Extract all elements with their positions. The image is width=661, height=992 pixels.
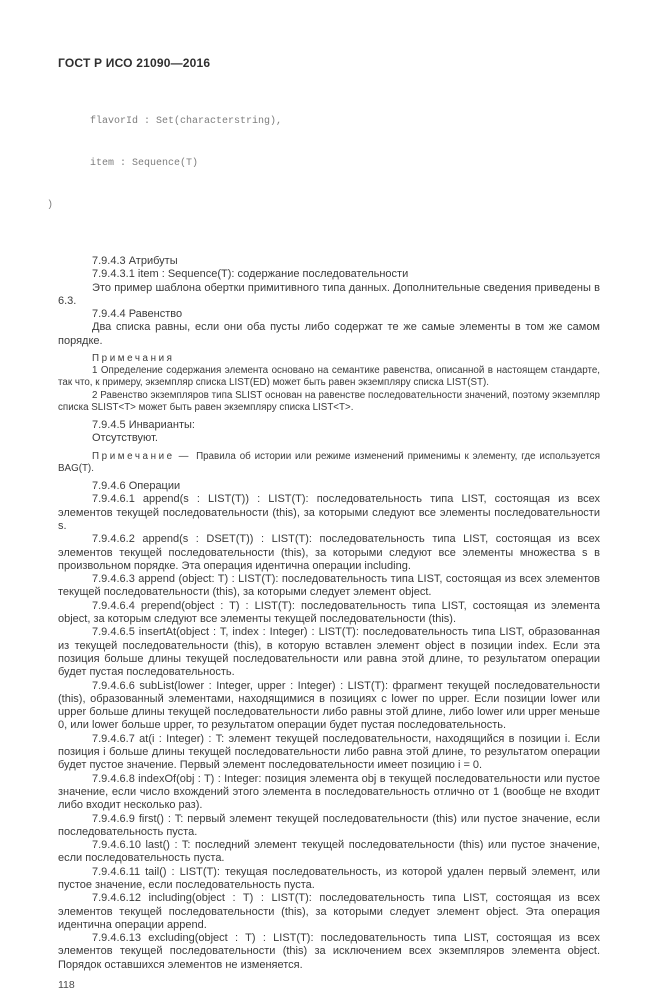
page-number: 118 xyxy=(58,979,75,992)
body-paragraph: 7.9.4.6.13 excluding(object : T) : LIST(T): последовательность типа LIST, состоящая из всех элементов текущей последовательности (this) за исключением всех экземпляров элемента object. Порядок оставшихся элементов не изменяется. xyxy=(58,932,600,971)
code-line: flavorId : Set(characterstring), xyxy=(90,116,283,127)
body-paragraph: 7.9.4.6.1 append(s : LIST(T)) : LIST(T): последовательность типа LIST, состоящая из всех элементов текущей последовательности (this), за которыми следуют все элементы последовательности s. xyxy=(58,493,600,532)
body-paragraph: Два списка равны, если они оба пусты либо содержат те же самые элементы в том же самом порядке. xyxy=(58,321,600,347)
body-paragraph: 7.9.4.6.4 prepend(object : T) : LIST(T): последовательность типа LIST, состоящая из элемента object, за которым следуют все элементы текущей последовательности (this). xyxy=(58,599,600,626)
section-heading-attributes: 7.9.4.3 Атрибуты xyxy=(92,255,178,267)
body-paragraph: Отсутствуют. xyxy=(92,432,158,445)
body-paragraph: 7.9.4.6.8 indexOf(obj : T) : Integer: позиция элемента obj в текущей последовательности или пустое значение, если число вхождений этого элемента в последовательность отлично от 1 (вообще не входит либо входит несколько раз). xyxy=(58,772,600,812)
body-paragraph: Это пример шаблона обертки примитивного типа данных. Дополнительные сведения приведены в 6.3. xyxy=(58,281,600,307)
code-line: item : Sequence(T) xyxy=(90,158,199,169)
body-paragraph: 7.9.4.6.9 first() : T: первый элемент текущей последовательности (this) или пустое значение, если последовательность пуста. xyxy=(58,812,600,838)
body-paragraph: 7.9.4.6.10 last() : T: последний элемент текущей последовательности (this) или пустое значение, если последовательность пуста. xyxy=(58,839,600,865)
section-heading-equality: 7.9.4.4 Равенство xyxy=(92,308,183,321)
section-heading-operations: 7.9.4.6 Операции xyxy=(92,480,181,493)
body-paragraph: 7.9.4.6.6 subList(lower : Integer, upper : Integer) : LIST(T): фрагмент текущей последовательности (this), образованный элементами, находящимися в позициях с lower по upper. Если позиции lower или upper больше длины текущей последовательности либо равны этой длине, либо lower или upper меньше 0, или lower больше upper, то результатом операции будет пустая последовательность. xyxy=(58,679,600,732)
body-paragraph: 7.9.4.6.5 insertAt(object : T, index : Integer) : LIST(T): последовательность типа LIST, образованная из текущей последовательности (this), в которую вставлен элемент object в позиции index. Если эта позиция больше длины текущей последовательности или равна этой длине, то результатом операции будет пустая последовательность. xyxy=(58,626,600,679)
notes-heading-label: Примечания xyxy=(92,353,175,365)
code-closing-paren: ) xyxy=(47,200,54,211)
note-paragraph: 2 Равенство экземпляров типа SLIST основан на равенстве последовательности значений, поэтому экземпляр списка SLIST<T> может быть равен экземпляру списка LIST<T>. xyxy=(58,389,600,413)
notes-heading xyxy=(58,353,600,365)
body-paragraph: 7.9.4.6.2 append(s : DSET(T)) : LIST(T): последовательность типа LIST, состоящая из всех элементов текущей последовательности (this), за которыми следуют все элементы множества s в произвольном порядке. Эта операция идентична операции including. xyxy=(58,533,600,572)
code-block xyxy=(47,87,600,241)
note-label: Примечание xyxy=(92,450,175,462)
note-paragraph: 1 Определение содержания элемента основано на семантике равенства, описанной в настоящем стандарте, так что, к примеру, экземпляр списка LIST(ED) может быть равен экземпляру списка LIST(ST). xyxy=(58,365,600,389)
body-paragraph: 7.9.4.6.11 tail() : LIST(T): текущая последовательность, из которой удален первый элемент, или пустое значение, если последовательность пуста. xyxy=(58,865,600,891)
body-paragraph: 7.9.4.6.12 including(object : T) : LIST(T): последовательность типа LIST, состоящая из всех элементов текущей последовательности (this), за которыми следует элемент object. Эта операция идентична операции append. xyxy=(58,892,600,931)
note-separator: — xyxy=(174,450,197,462)
body-paragraph: 7.9.4.6.3 append (object: T) : LIST(T): последовательность типа LIST, состоящая из всех элементов текущей последовательности (this), за которыми следует элемент object. xyxy=(58,573,600,599)
note-text: Правила об истории или режиме изменений применимы к элементу, где используется BAG(T). xyxy=(58,450,600,474)
body-paragraph: 7.9.4.6.7 at(i : Integer) : T: элемент текущей последовательности, находящийся в позиции i. Если позиция i больше длины текущей последовательности либо равна этой длине, то результатом операции будет пустое значение. Первый элемент последовательности имеет позицию i = 0. xyxy=(58,732,600,772)
note-paragraph xyxy=(58,451,600,475)
section-heading-invariants: 7.9.4.5 Инварианты: xyxy=(92,419,195,432)
body-paragraph: 7.9.4.3.1 item : Sequence(T): содержание последовательности xyxy=(92,268,409,281)
document-title: ГОСТ Р ИСО 21090—2016 xyxy=(58,56,211,70)
